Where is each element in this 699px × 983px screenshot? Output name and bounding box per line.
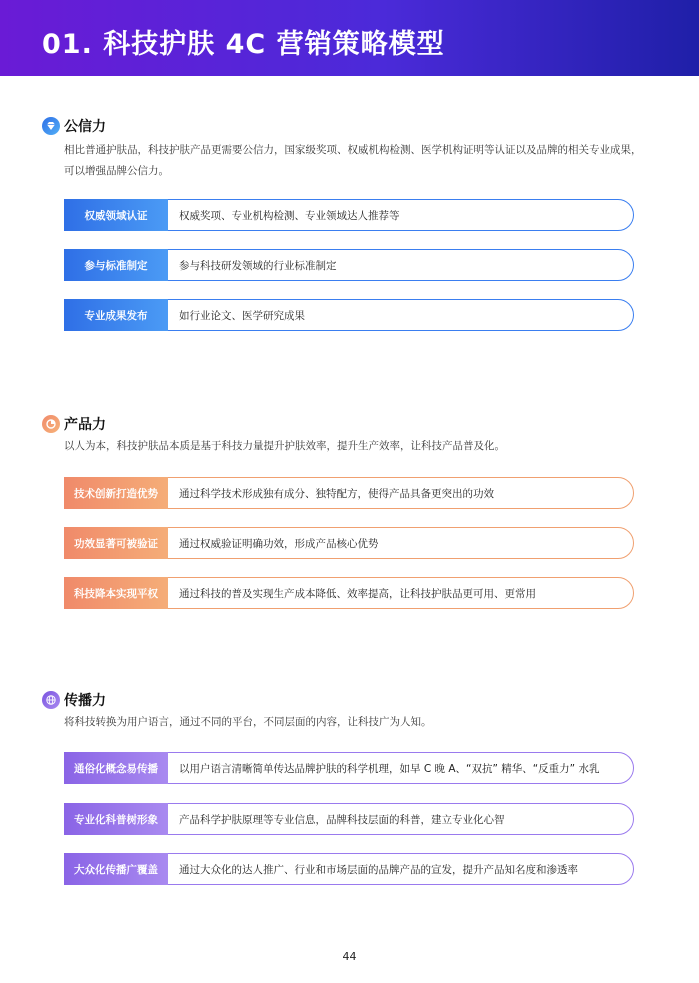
diamond-icon [42, 117, 60, 135]
item-label: 参与标准制定 [64, 249, 168, 281]
list-item [64, 527, 634, 559]
item-text: 通过权威验证明确功效，形成产品核心优势 [179, 537, 379, 550]
item-label: 通俗化概念易传播 [64, 752, 168, 784]
list-item [64, 199, 634, 231]
item-text: 参与科技研发领域的行业标准制定 [179, 259, 337, 272]
item-text: 产品科学护肤原理等专业信息，品牌科技层面的科普，建立专业化心智 [179, 813, 505, 826]
list-item [64, 299, 634, 331]
item-label: 科技降本实现平权 [64, 577, 168, 609]
item-label: 专业成果发布 [64, 299, 168, 331]
section-description: 将科技转换为用户语言，通过不同的平台，不同层面的内容，让科技广为人知。 [64, 716, 432, 728]
globe-icon [42, 691, 60, 709]
section-description: 相比普通护肤品，科技护肤产品更需要公信力，国家级奖项、权威机构检测、医学机构证明等认证以及品牌的相关专业成果，可以增强品牌公信力。 [64, 144, 642, 177]
section-header [42, 414, 106, 434]
page-number: 44 [342, 950, 357, 963]
item-label: 大众化传播广覆盖 [64, 853, 168, 885]
item-label: 功效显著可被验证 [64, 527, 168, 559]
list-item [64, 853, 634, 885]
list-item [64, 477, 634, 509]
section-header [42, 690, 106, 710]
item-label: 技术创新打造优势 [64, 477, 168, 509]
item-label: 专业化科普树形象 [64, 803, 168, 835]
section-header [42, 116, 106, 136]
page-title: 01. 科技护肤 4C 营销策略模型 [42, 29, 445, 60]
page-header [0, 0, 699, 76]
list-item [64, 249, 634, 281]
item-text: 通过科学技术形成独有成分、独特配方，使得产品具备更突出的功效 [179, 487, 494, 500]
section-description: 以人为本，科技护肤品本质是基于科技力量提升护肤效率，提升生产效率，让科技产品普及化。 [64, 440, 505, 452]
item-text: 以用户语言清晰简单传达品牌护肤的科学机理，如早 C 晚 A、“双抗” 精华、“反重力” 水乳 [179, 762, 600, 775]
item-text: 权威奖项、专业机构检测、专业领域达人推荐等 [179, 209, 400, 222]
item-text: 通过科技的普及实现生产成本降低、效率提高，让科技护肤品更可用、更常用 [179, 587, 536, 600]
list-item [64, 803, 634, 835]
item-text: 通过大众化的达人推广、行业和市场层面的品牌产品的宣发，提升产品知名度和渗透率 [179, 863, 578, 876]
chart-icon [42, 415, 60, 433]
section-title: 公信力 [64, 119, 106, 135]
list-item [64, 752, 634, 784]
section-title: 产品力 [64, 417, 106, 433]
item-label: 权威领域认证 [64, 199, 168, 231]
section-title: 传播力 [64, 693, 106, 709]
item-text: 如行业论文、医学研究成果 [179, 309, 305, 322]
list-item [64, 577, 634, 609]
